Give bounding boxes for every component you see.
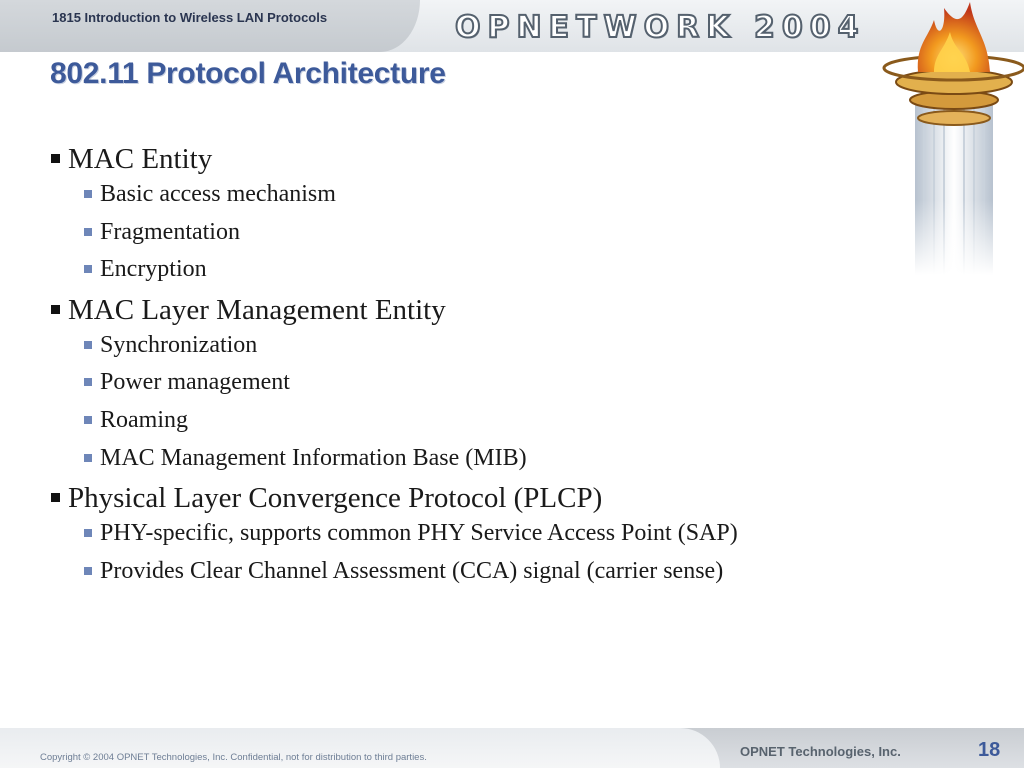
bullet-text: MAC Entity: [68, 143, 213, 175]
bullet-plcp: [50, 481, 910, 515]
square-bullet-icon: [84, 190, 92, 198]
slide-title: 802.11 Protocol Architecture: [50, 57, 446, 90]
sub-bullet: [50, 406, 910, 434]
footer-bar: [0, 728, 1024, 768]
square-bullet-icon: [84, 416, 92, 424]
sub-bullet-text: PHY-specific, supports common PHY Service Access Point (SAP): [100, 520, 738, 547]
square-bullet-icon: [84, 265, 92, 273]
sub-bullet-text: MAC Management Information Base (MIB): [100, 444, 527, 471]
sub-bullet-text: Basic access mechanism: [100, 181, 336, 207]
sub-bullet-text: Power management: [100, 369, 290, 396]
company-name: OPNET Technologies, Inc.: [740, 744, 901, 759]
sub-bullet: [50, 255, 910, 283]
course-title: 1815 Introduction to Wireless LAN Protocols: [52, 10, 328, 25]
square-bullet-icon: [51, 305, 60, 314]
square-bullet-icon: [51, 493, 60, 502]
sub-bullet-text: Provides Clear Channel Assessment (CCA) signal (carrier sense): [100, 557, 724, 584]
sub-bullet: [50, 218, 910, 246]
square-bullet-icon: [51, 154, 60, 163]
sub-bullet-text: Encryption: [100, 256, 207, 283]
square-bullet-icon: [84, 341, 92, 349]
course-tab: [0, 0, 420, 52]
sub-bullet: [50, 180, 910, 208]
bullet-mac-entity: [50, 142, 910, 176]
footer-tab: [0, 728, 720, 768]
page-number: 18: [978, 739, 1001, 761]
bullet-list: [50, 138, 910, 594]
square-bullet-icon: [84, 228, 92, 236]
bullet-mac-layer-management: [50, 293, 910, 327]
sub-bullet-text: Fragmentation: [100, 218, 240, 245]
square-bullet-icon: [84, 567, 92, 575]
sub-bullet: [50, 368, 910, 396]
sub-bullet: [50, 519, 910, 547]
brand-wordmark: OPNETWORK 2004: [455, 10, 866, 45]
sub-bullet: [50, 444, 910, 472]
square-bullet-icon: [84, 529, 92, 537]
copyright-notice: Copyright © 2004 OPNET Technologies, Inc. Confidential, not for distribution to third parties.: [40, 752, 427, 763]
sub-bullet: [50, 557, 910, 585]
bullet-text: Physical Layer Convergence Protocol (PLCP): [68, 482, 603, 515]
square-bullet-icon: [84, 454, 92, 462]
square-bullet-icon: [84, 378, 92, 386]
bullet-text: MAC Layer Management Entity: [68, 293, 446, 326]
sub-bullet: [50, 331, 910, 359]
sub-bullet-text: Synchronization: [100, 331, 258, 358]
sub-bullet-text: Roaming: [100, 406, 188, 433]
